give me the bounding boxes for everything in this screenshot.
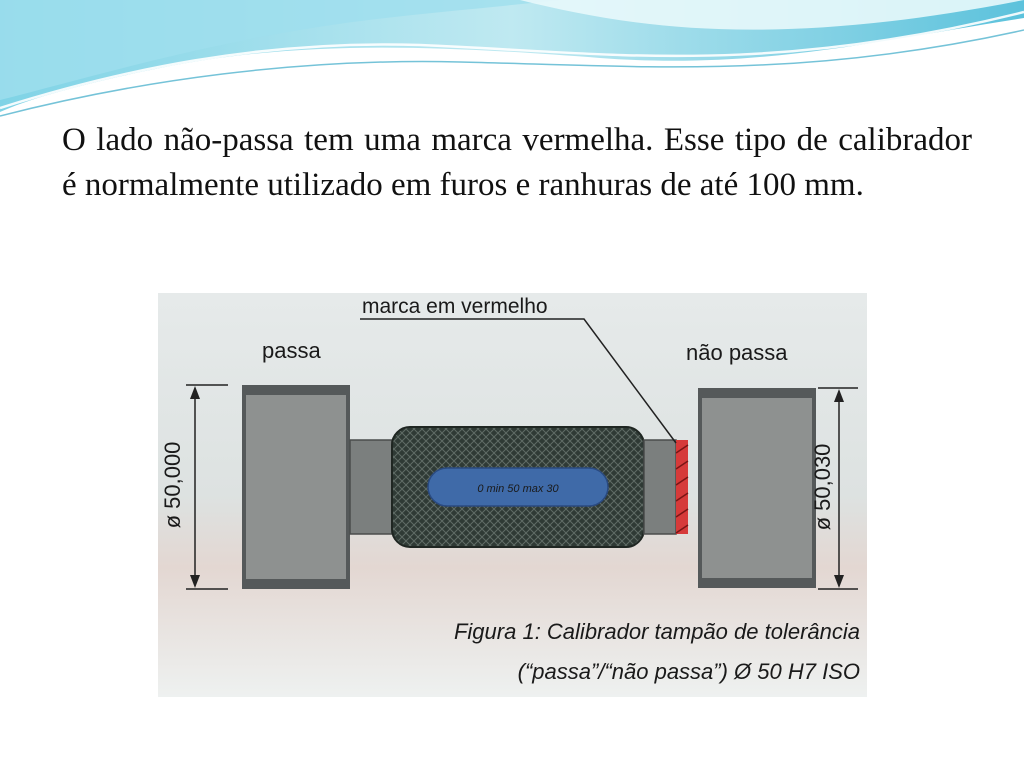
- passa-neck: [350, 440, 392, 534]
- wave-header-decoration: [0, 0, 1024, 130]
- nao-passa-gauge-end: [698, 388, 816, 588]
- passa-label: passa: [262, 338, 321, 363]
- red-mark: [676, 440, 688, 534]
- marca-em-vermelho-label: marca em vermelho: [362, 295, 548, 318]
- gauge-diagram: [158, 293, 867, 697]
- nao-passa-label: não passa: [686, 340, 788, 365]
- dimension-right-label: ø 50,030: [810, 443, 835, 531]
- nao-passa-neck: [644, 440, 676, 534]
- figure-caption-line2: (“passa”/“não passa”) Ø 50 H7 ISO: [517, 659, 860, 684]
- slide-body-text: O lado não-passa tem uma marca vermelha. Esse tipo de calibrador é normalmente utilizado em furos e ranhuras de até 100 mm.: [62, 122, 972, 203]
- passa-gauge-end: [242, 385, 350, 589]
- handle-engraving-text: 0 min 50 max 30: [477, 483, 559, 495]
- gauge-figure: [158, 293, 867, 697]
- dimension-left-label: ø 50,000: [160, 441, 185, 529]
- figure-caption-line1: Figura 1: Calibrador tampão de tolerância: [453, 619, 860, 644]
